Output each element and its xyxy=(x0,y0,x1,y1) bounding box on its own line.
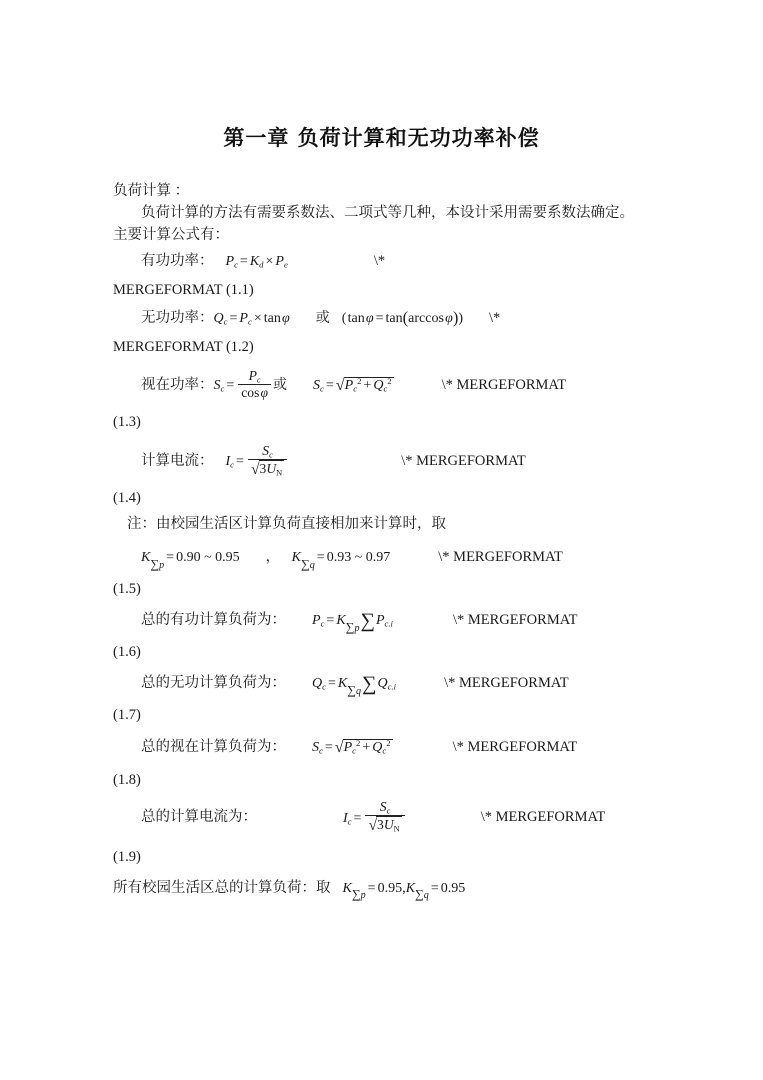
section-heading: 负荷计算 ： xyxy=(113,183,190,199)
coefficient-separator: ， xyxy=(265,549,280,566)
formula-row-1-4 xyxy=(113,443,678,479)
equation-number-1-6: (1.6) xyxy=(113,644,141,661)
total-expression-current: $I_c$ = $\frac{S_c}{√3U_N}$ xyxy=(343,811,407,826)
equation-number-row-1-6 xyxy=(113,641,678,663)
conclusion-k-sigma-p: K∑p = 0.95 xyxy=(342,880,403,901)
total-expression-reactive: $Q_c = K\sum q\sum Q_{c.i}$ xyxy=(312,672,397,697)
formula-label-current: 计算电流： xyxy=(141,453,214,470)
field-marker-1-9: \* MERGEFORMAT xyxy=(480,809,606,826)
coefficient-k-sigma-q: K∑q = 0.93 ~ 0.97 xyxy=(291,550,391,571)
total-label-apparent: 总的视在计算负荷为： xyxy=(141,739,286,756)
formula-label-reactive-power: 无功功率： xyxy=(141,310,214,327)
equation-number-row-1-4 xyxy=(113,487,678,509)
formula-expression-current: $I_c$ = $\frac{S_c}{√3U_N}$ xyxy=(226,454,290,469)
note-text: 注：由校园生活区计算负荷直接相加来计算时，取 xyxy=(127,516,446,533)
field-marker-1-2: \* xyxy=(489,310,501,327)
equation-number-row-1-8 xyxy=(113,769,678,791)
equation-number-1-2: (1.2) xyxy=(225,339,254,356)
formula-row-1-1 xyxy=(113,250,678,273)
note-coefficients-row xyxy=(113,543,678,572)
formula-alt-expression-1-2: ( tan φ = tan(arccos φ)) xyxy=(341,308,463,327)
total-expression-apparent: $S_c = √P_c^2 + Q_c^2$ xyxy=(312,738,391,757)
equation-number-1-5: (1.5) xyxy=(113,581,141,598)
field-marker-1-4: \* MERGEFORMAT xyxy=(401,453,526,470)
total-label-reactive: 总的无功计算负荷为： xyxy=(141,675,286,692)
conclusion-k-sigma-q: K∑q = 0.95 xyxy=(405,880,466,901)
formula-label-apparent-power: 视在功率： xyxy=(141,377,214,394)
conclusion-row xyxy=(113,874,678,903)
equation-number-row-1-9 xyxy=(113,846,678,868)
equation-number-1-1: (1.1) xyxy=(225,282,254,298)
formula-alt-expression-1-3: $S_c = √P_c^2 + Q_c^2$ xyxy=(313,376,392,395)
total-label-current: 总的计算电流为： xyxy=(141,809,257,826)
field-marker-1-6: \* MERGEFORMAT xyxy=(452,612,578,629)
field-marker-1-5: \* MERGEFORMAT xyxy=(438,549,563,566)
coefficient-k-sigma-p: K∑p = 0.90 ~ 0.95 xyxy=(141,550,240,571)
conclusion-comma: , xyxy=(402,879,406,896)
field-marker-1-7: \* MERGEFORMAT xyxy=(444,675,569,692)
formula-row-1-7 xyxy=(113,669,678,698)
formula-label-active-power: 有功功率： xyxy=(141,253,214,269)
formula-alt-connector-1-2: 或 xyxy=(315,310,330,327)
field-marker-1-3: \* MERGEFORMAT xyxy=(441,377,567,394)
field-marker-1-8: \* MERGEFORMAT xyxy=(452,739,578,756)
equation-number-row-1-3 xyxy=(113,411,678,433)
formula-row-1-8 xyxy=(113,732,678,763)
page-title: 第一章 负荷计算和无功功率补偿 xyxy=(223,126,540,150)
document-body xyxy=(113,180,678,903)
formula-row-1-2 xyxy=(113,307,678,330)
conclusion-prefix: 所有校园生活区总的计算负荷：取 xyxy=(113,879,331,896)
formula-row-1-9 xyxy=(113,799,678,835)
formula-row-1-6 xyxy=(113,606,678,635)
equation-number-1-9: (1.9) xyxy=(113,848,141,865)
field-tail-1-1: MERGEFORMAT (1.1) xyxy=(113,282,254,298)
equation-number-1-4: (1.4) xyxy=(113,490,141,507)
field-tail-1-2: MERGEFORMAT (1.2) xyxy=(113,339,254,356)
formula-expression-reactive-power: $Q_c = P_c \times \tan$ φ xyxy=(213,311,290,327)
formulas-lead: 主要计算公式有： xyxy=(113,227,229,243)
equation-number-row-1-5 xyxy=(113,578,678,600)
formula-expression-apparent-power: $S_c$ = $\frac{P_c}{\text{cos φ}}$ xyxy=(214,378,274,393)
equation-number-row-1-7 xyxy=(113,704,678,726)
field-marker-1-1: \* xyxy=(373,253,386,269)
equation-number-1-7: (1.7) xyxy=(113,707,141,724)
intro-paragraph: 负荷计算的方法有需要系数法、二项式等几种，本设计采用需要系数法确定。 xyxy=(141,205,634,221)
equation-number-1-3: (1.3) xyxy=(113,414,141,431)
formula-alt-connector-1-3: 或 xyxy=(273,377,288,394)
total-expression-active: $P_c = K\sum p\sum P_{c.i}$ xyxy=(312,609,393,634)
formula-expression-active-power: $P_c = K_d \times P_e$ xyxy=(225,254,288,270)
total-label-active: 总的有功计算负荷为： xyxy=(141,612,286,629)
equation-number-1-8: (1.8) xyxy=(113,772,141,789)
formula-row-1-3 xyxy=(113,368,678,403)
